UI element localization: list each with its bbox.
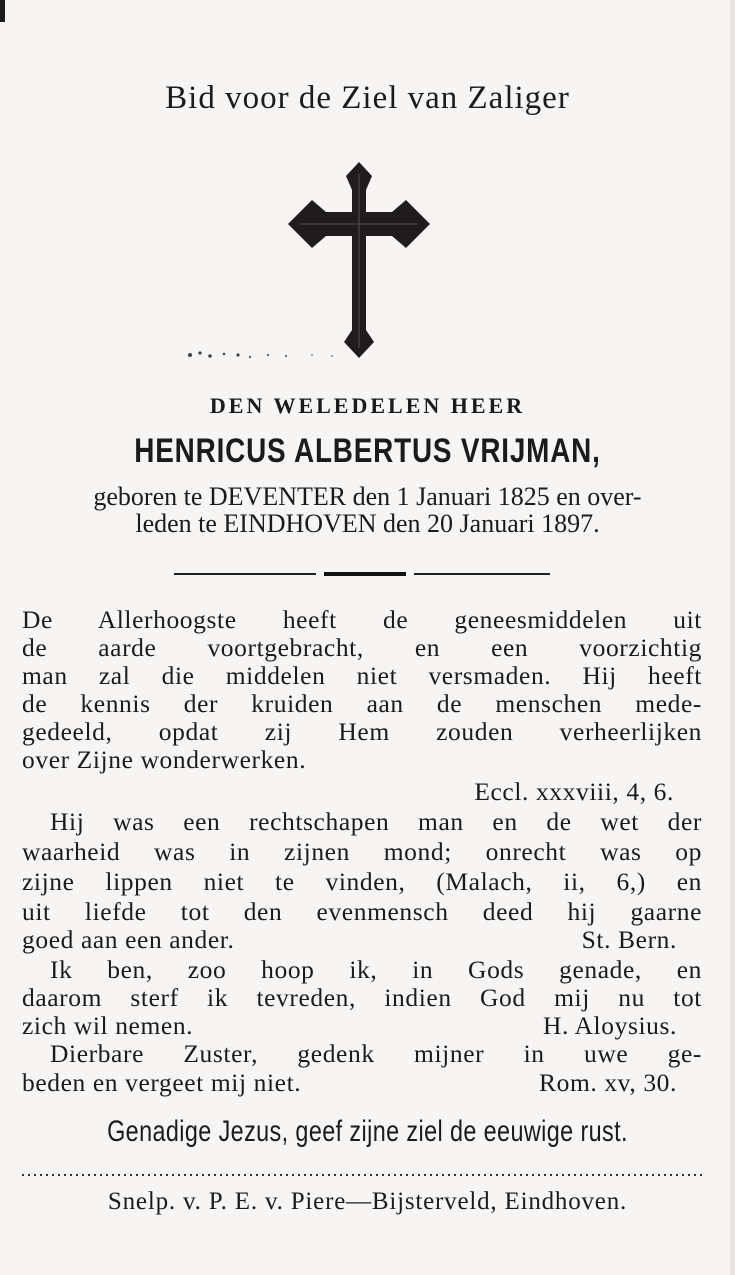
passage-line: man zal die middelen niet versmaden. Hij heeft	[22, 661, 702, 690]
death-line: leden te EINDHOVEN den 20 Januari 1897.	[135, 509, 600, 538]
passage-line: zijne lippen niet te vinden, (Malach, ii, 6,) en	[22, 867, 702, 896]
birth-line: geboren te DEVENTER den 1 Januari 1825 en over-	[93, 482, 642, 511]
latin-cross-icon	[286, 160, 432, 360]
scan-edge	[730, 0, 735, 1275]
passage-line: daarom sterf ik tevreden, indien God mij nu tot	[22, 983, 702, 1012]
passage-line: de aarde voortgebracht, en een voorzichtig	[22, 633, 702, 662]
ornamental-divider-icon	[174, 570, 550, 578]
passage-line: uit liefde tot den evenmensch deed hij gaarne	[22, 897, 702, 926]
scan-corner-mark	[0, 0, 5, 22]
passage-line: Ik ben, zoo hoop ik, in Gods genade, en	[50, 955, 702, 984]
ink-specks	[186, 347, 336, 361]
citation: Rom. xv, 30.	[538, 1068, 677, 1097]
passage-line: over Zijne wonderwerken.	[22, 745, 307, 774]
passage-line: Hij was een rechtschapen man en de wet der	[50, 807, 702, 836]
card-heading: Bid voor de Ziel van Zaliger	[165, 80, 570, 116]
dotted-rule	[22, 1173, 702, 1177]
citation: Eccl. xxxviii, 4, 6.	[474, 777, 674, 806]
honorific: DEN WELEDELEN HEER	[209, 393, 526, 418]
passage-line: zich wil nemen.	[22, 1011, 194, 1040]
passage-line: de kennis der kruiden aan de menschen mede-	[22, 689, 702, 718]
passage-line: gedeeld, opdat zij Hem zouden verheerlijken	[22, 717, 702, 746]
deceased-name: HENRICUS ALBERTUS VRIJMAN,	[134, 432, 601, 470]
closing-prayer: Genadige Jezus, geef zijne ziel de eeuwige rust.	[107, 1115, 628, 1148]
printer-imprint: Snelp. v. P. E. v. Piere—Bijsterveld, Eindhoven.	[107, 1188, 628, 1215]
passage-closing-line	[22, 1011, 677, 1041]
passage-line: De Allerhoogste heeft de geneesmiddelen uit	[22, 605, 702, 634]
passage-line: beden en vergeet mij niet.	[22, 1068, 302, 1097]
passage-line: waarheid was in zijnen mond; onrecht was op	[22, 837, 702, 866]
citation: H. Aloysius.	[542, 1011, 677, 1040]
passage-line: Dierbare Zuster, gedenk mijner in uwe ge-	[50, 1039, 702, 1068]
passage-closing-line	[22, 1068, 677, 1098]
passage-closing-line	[22, 925, 677, 955]
citation: St. Bern.	[581, 925, 677, 954]
passage-line: goed aan een ander.	[22, 925, 235, 954]
